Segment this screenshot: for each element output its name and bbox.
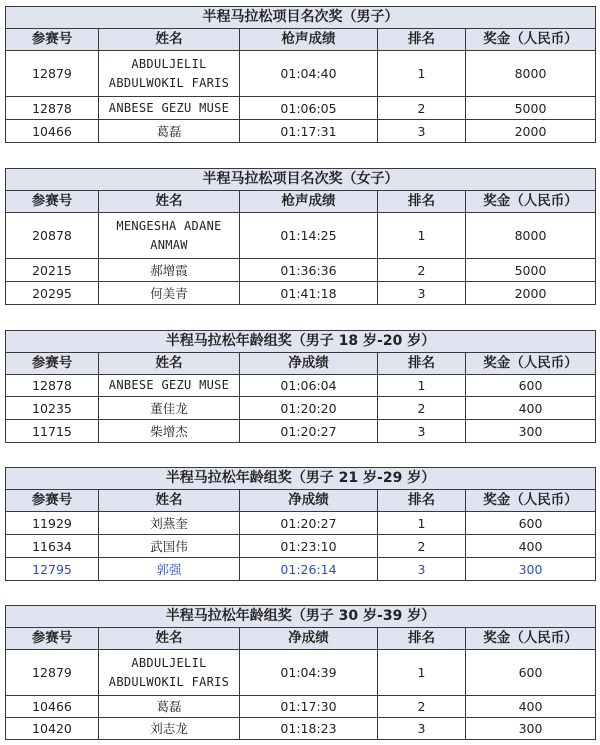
column-header-time: 枪声成绩 bbox=[240, 29, 378, 51]
rank-cell: 2 bbox=[378, 535, 466, 558]
rank-cell: 2 bbox=[378, 696, 466, 718]
column-header-rank: 排名 bbox=[378, 490, 466, 512]
bib-cell: 10466 bbox=[6, 696, 99, 718]
table-row bbox=[6, 120, 596, 143]
prize-cell: 2000 bbox=[466, 120, 596, 143]
name-cell: 葛磊 bbox=[99, 696, 240, 718]
prize-cell: 400 bbox=[466, 397, 596, 420]
column-header-prize: 奖金（人民币） bbox=[466, 29, 596, 51]
time-cell: 01:17:31 bbox=[240, 120, 378, 143]
results-table-women-overall bbox=[5, 168, 596, 305]
table-row bbox=[6, 696, 596, 718]
column-header-name: 姓名 bbox=[99, 191, 240, 213]
table-row bbox=[6, 420, 596, 443]
prize-cell: 600 bbox=[466, 512, 596, 535]
table-row bbox=[6, 97, 596, 120]
bib-cell: 10235 bbox=[6, 397, 99, 420]
prize-cell: 600 bbox=[466, 650, 596, 696]
column-header-name: 姓名 bbox=[99, 29, 240, 51]
name-cell: 郝增霞 bbox=[99, 259, 240, 282]
results-table-men-30-39 bbox=[5, 605, 596, 740]
column-header-prize: 奖金（人民币） bbox=[466, 490, 596, 512]
table-row bbox=[6, 259, 596, 282]
column-header-name: 姓名 bbox=[99, 353, 240, 375]
bib-cell: 11715 bbox=[6, 420, 99, 443]
time-cell: 01:36:36 bbox=[240, 259, 378, 282]
time-cell: 01:04:39 bbox=[240, 650, 378, 696]
bib-cell: 12795 bbox=[6, 558, 99, 581]
bib-cell: 11634 bbox=[6, 535, 99, 558]
column-header-prize: 奖金（人民币） bbox=[466, 191, 596, 213]
table-row bbox=[6, 512, 596, 535]
table-row-highlighted bbox=[6, 558, 596, 581]
rank-cell: 3 bbox=[378, 282, 466, 305]
prize-cell: 300 bbox=[466, 718, 596, 740]
table-title: 半程马拉松项目名次奖（男子） bbox=[6, 7, 596, 29]
time-cell: 01:17:30 bbox=[240, 696, 378, 718]
column-header-prize: 奖金（人民币） bbox=[466, 628, 596, 650]
bib-cell: 12879 bbox=[6, 650, 99, 696]
name-cell: 武国伟 bbox=[99, 535, 240, 558]
prize-cell: 8000 bbox=[466, 213, 596, 259]
time-cell: 01:20:20 bbox=[240, 397, 378, 420]
name-cell: ABDULJELIL ABDULWOKIL FARIS bbox=[99, 51, 240, 97]
name-cell: 葛磊 bbox=[99, 120, 240, 143]
rank-cell: 1 bbox=[378, 213, 466, 259]
rank-cell: 3 bbox=[378, 120, 466, 143]
time-cell: 01:26:14 bbox=[240, 558, 378, 581]
prize-cell: 400 bbox=[466, 696, 596, 718]
column-header-bib: 参赛号 bbox=[6, 29, 99, 51]
column-header-time: 净成绩 bbox=[240, 490, 378, 512]
prize-cell: 8000 bbox=[466, 51, 596, 97]
table-row bbox=[6, 375, 596, 397]
rank-cell: 3 bbox=[378, 420, 466, 443]
bib-cell: 11929 bbox=[6, 512, 99, 535]
time-cell: 01:23:10 bbox=[240, 535, 378, 558]
column-header-bib: 参赛号 bbox=[6, 490, 99, 512]
name-cell: ANBESE GEZU MUSE bbox=[99, 375, 240, 397]
bib-cell: 12878 bbox=[6, 97, 99, 120]
name-cell: 何美青 bbox=[99, 282, 240, 305]
column-header-name: 姓名 bbox=[99, 490, 240, 512]
table-row bbox=[6, 718, 596, 740]
rank-cell: 2 bbox=[378, 397, 466, 420]
rank-cell: 1 bbox=[378, 512, 466, 535]
column-header-bib: 参赛号 bbox=[6, 191, 99, 213]
column-header-name: 姓名 bbox=[99, 628, 240, 650]
table-title: 半程马拉松年龄组奖（男子 30 岁-39 岁） bbox=[6, 606, 596, 628]
bib-cell: 20878 bbox=[6, 213, 99, 259]
column-header-rank: 排名 bbox=[378, 353, 466, 375]
name-cell: MENGESHA ADANE ANMAW bbox=[99, 213, 240, 259]
rank-cell: 1 bbox=[378, 51, 466, 97]
name-cell: 柴增杰 bbox=[99, 420, 240, 443]
column-header-prize: 奖金（人民币） bbox=[466, 353, 596, 375]
table-title: 半程马拉松年龄组奖（男子 21 岁-29 岁） bbox=[6, 468, 596, 490]
results-table-men-21-29 bbox=[5, 467, 596, 581]
column-header-bib: 参赛号 bbox=[6, 353, 99, 375]
table-row bbox=[6, 282, 596, 305]
prize-cell: 300 bbox=[466, 558, 596, 581]
table-title: 半程马拉松年龄组奖（男子 18 岁-20 岁） bbox=[6, 331, 596, 353]
table-row bbox=[6, 650, 596, 696]
table-title: 半程马拉松项目名次奖（女子） bbox=[6, 169, 596, 191]
rank-cell: 1 bbox=[378, 650, 466, 696]
bib-cell: 20215 bbox=[6, 259, 99, 282]
column-header-rank: 排名 bbox=[378, 191, 466, 213]
rank-cell: 2 bbox=[378, 259, 466, 282]
bib-cell: 12878 bbox=[6, 375, 99, 397]
table-row bbox=[6, 535, 596, 558]
prize-cell: 600 bbox=[466, 375, 596, 397]
prize-cell: 5000 bbox=[466, 97, 596, 120]
rank-cell: 2 bbox=[378, 97, 466, 120]
name-cell: ABDULJELIL ABDULWOKIL FARIS bbox=[99, 650, 240, 696]
bib-cell: 20295 bbox=[6, 282, 99, 305]
bib-cell: 12879 bbox=[6, 51, 99, 97]
name-cell: 刘志龙 bbox=[99, 718, 240, 740]
time-cell: 01:18:23 bbox=[240, 718, 378, 740]
time-cell: 01:14:25 bbox=[240, 213, 378, 259]
rank-cell: 3 bbox=[378, 718, 466, 740]
results-table-men-18-20 bbox=[5, 330, 596, 443]
time-cell: 01:04:40 bbox=[240, 51, 378, 97]
column-header-time: 枪声成绩 bbox=[240, 191, 378, 213]
table-row bbox=[6, 213, 596, 259]
column-header-rank: 排名 bbox=[378, 628, 466, 650]
table-row bbox=[6, 51, 596, 97]
name-cell: 郭强 bbox=[99, 558, 240, 581]
column-header-rank: 排名 bbox=[378, 29, 466, 51]
time-cell: 01:06:05 bbox=[240, 97, 378, 120]
time-cell: 01:41:18 bbox=[240, 282, 378, 305]
prize-cell: 300 bbox=[466, 420, 596, 443]
results-table-men-overall bbox=[5, 6, 596, 143]
bib-cell: 10420 bbox=[6, 718, 99, 740]
prize-cell: 2000 bbox=[466, 282, 596, 305]
column-header-time: 净成绩 bbox=[240, 353, 378, 375]
bib-cell: 10466 bbox=[6, 120, 99, 143]
prize-cell: 5000 bbox=[466, 259, 596, 282]
rank-cell: 1 bbox=[378, 375, 466, 397]
name-cell: ANBESE GEZU MUSE bbox=[99, 97, 240, 120]
table-row bbox=[6, 397, 596, 420]
time-cell: 01:20:27 bbox=[240, 512, 378, 535]
prize-cell: 400 bbox=[466, 535, 596, 558]
column-header-bib: 参赛号 bbox=[6, 628, 99, 650]
column-header-time: 净成绩 bbox=[240, 628, 378, 650]
name-cell: 董佳龙 bbox=[99, 397, 240, 420]
time-cell: 01:20:27 bbox=[240, 420, 378, 443]
time-cell: 01:06:04 bbox=[240, 375, 378, 397]
name-cell: 刘燕奎 bbox=[99, 512, 240, 535]
rank-cell: 3 bbox=[378, 558, 466, 581]
